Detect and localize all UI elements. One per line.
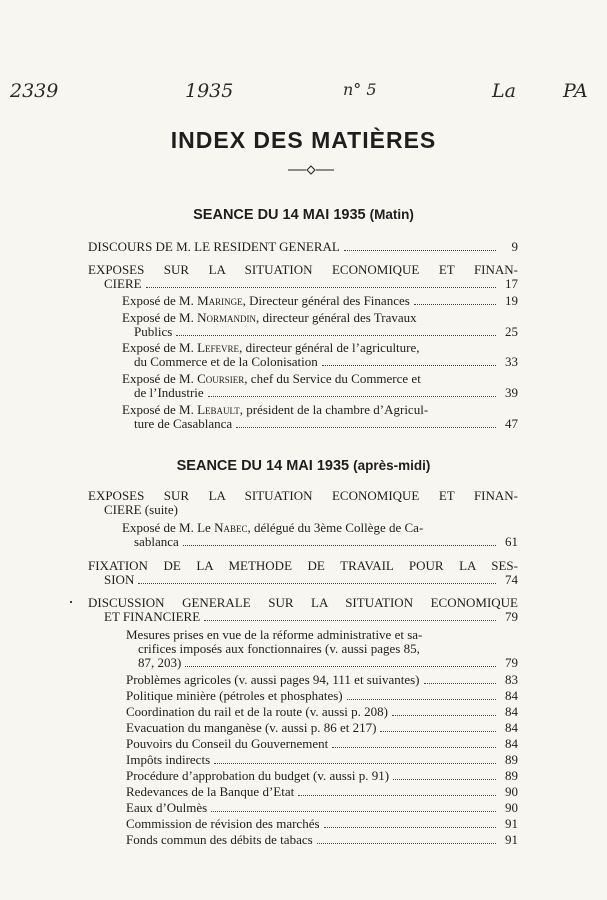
- index-entry: DISCOURS DE M. LE RESIDENT GENERAL 9: [88, 239, 518, 254]
- index-entry: Impôts indirects 89: [126, 752, 518, 767]
- index-entry: Exposé de M. Maringe, Directeur général des Finances 19: [122, 293, 518, 308]
- index-entry: Redevances de la Banque d’Etat 90: [126, 784, 518, 799]
- index-entry: FIXATION DE LA METHODE DE TRAVAIL POUR LA SES- SION 74: [88, 558, 518, 587]
- index-entry: Exposé de M. Le Nabec, délégué du 3ème Collège de Ca- sablanca 61: [122, 520, 518, 549]
- index-entry: Exposé de M. Coursier, chef du Service du Commerce et de l’Industrie 39: [122, 371, 518, 400]
- index-entry: Exposé de M. Lebault, président de la chambre d’Agricul- ture de Casablanca 47: [122, 402, 518, 431]
- handwritten-note: La: [492, 80, 516, 102]
- index-entry: Exposé de M. Normandin, directeur général des Travaux Publics 25: [122, 310, 518, 339]
- page-title: INDEX DES MATIÈRES: [170, 127, 437, 153]
- index-entry: Pouvoirs du Conseil du Gouvernement 84: [126, 736, 518, 751]
- handwritten-initials: PA: [563, 80, 588, 102]
- index-entry: Problèmes agricoles (v. aussi pages 94, 111 et suivantes) 83: [126, 672, 518, 687]
- index-entry: Procédure d’approbation du budget (v. aussi p. 91) 89: [126, 768, 518, 783]
- handwritten-year: 1935: [185, 80, 234, 102]
- index-entry: DISCUSSION GENERALE SUR LA SITUATION ECONOMIQUE ET FINANCIERE 79: [88, 595, 518, 624]
- handwritten-issue: n° 5: [343, 80, 377, 99]
- index-entry: EXPOSES SUR LA SITUATION ECONOMIQUE ET FINAN- CIERE 17: [88, 262, 518, 291]
- margin-mark: ·: [68, 592, 74, 612]
- title-ornament: [288, 165, 334, 175]
- index-entry: Coordination du rail et de la route (v. aussi p. 208) 84: [126, 704, 518, 719]
- index-entry: Exposé de M. Lefevre, directeur général de l’agriculture, du Commerce et de la Colonisation 33: [122, 340, 518, 369]
- index-entry: EXPOSES SUR LA SITUATION ECONOMIQUE ET FINAN- CIERE (suite): [88, 488, 518, 517]
- index-entry: Fonds commun des débits de tabacs 91: [126, 832, 518, 847]
- index-entry: Commission de révision des marchés 91: [126, 816, 518, 831]
- index-entry: Politique minière (pétroles et phosphates) 84: [126, 688, 518, 703]
- handwritten-number: 2339: [10, 80, 59, 102]
- index-entry: Eaux d’Oulmès 90: [126, 800, 518, 815]
- section-heading-morning: SEANCE DU 14 MAI 1935 (Matin): [193, 207, 414, 223]
- index-entry: Mesures prises en vue de la réforme administrative et sa- crifices imposés aux fonctionnaires (v. aussi pages 85, 87, 203) 79: [126, 627, 518, 670]
- index-entry: Evacuation du manganèse (v. aussi p. 86 et 217) 84: [126, 720, 518, 735]
- section-heading-afternoon: SEANCE DU 14 MAI 1935 (après-midi): [176, 458, 431, 474]
